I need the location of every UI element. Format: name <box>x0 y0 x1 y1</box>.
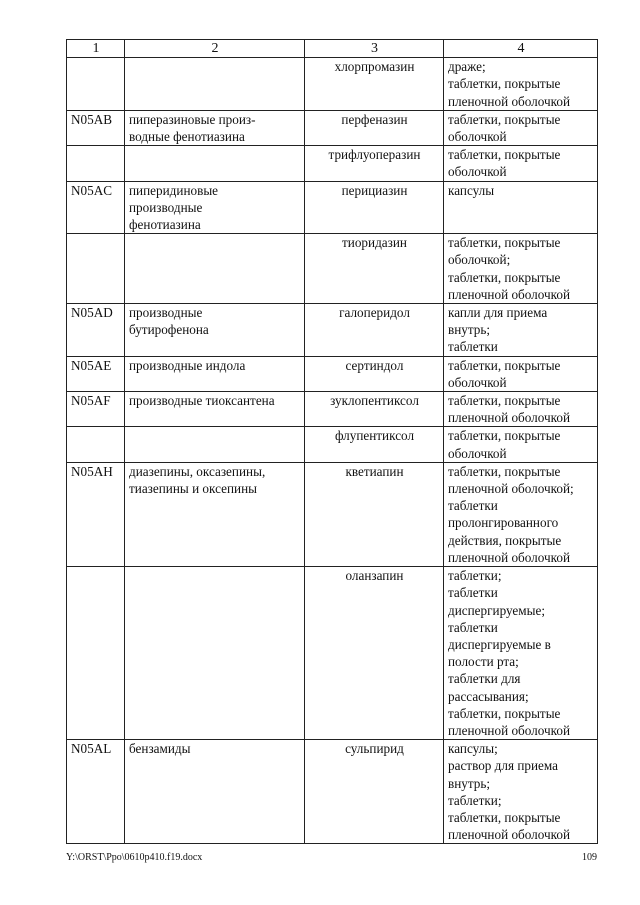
dosage-form-cell <box>444 304 598 357</box>
atc-code-cell: N05AF <box>67 392 125 427</box>
dosage-form-cell <box>444 356 598 391</box>
page-number: 109 <box>582 852 597 863</box>
atc-code-cell: N05AC <box>67 181 125 234</box>
table-row <box>67 58 598 111</box>
dosage-form-line: таблетки, покрытые <box>448 147 561 163</box>
dosage-form-line: таблетки, покрытые <box>448 809 561 825</box>
dosage-form-line: внутрь; <box>448 322 491 338</box>
dosage-form-line: таблетки, покрытые <box>448 76 561 92</box>
atc-code-cell: N05AL <box>67 740 125 844</box>
dosage-form-line: пленочной оболочкой <box>448 827 571 843</box>
dosage-form-line: таблетки <box>448 498 498 514</box>
group-cell <box>125 181 305 234</box>
dosage-form-line: пленочной оболочкой <box>448 410 571 426</box>
column-header-4: 4 <box>444 40 598 58</box>
dosage-form-line: действия, покрытые <box>448 532 562 548</box>
dosage-form-line: драже; <box>448 59 486 75</box>
dosage-form-cell <box>444 567 598 740</box>
group-cell <box>125 58 305 111</box>
group-line: производные <box>129 305 203 321</box>
atc-code-cell: N05AH <box>67 462 125 566</box>
group-cell <box>125 392 305 427</box>
group-cell <box>125 234 305 304</box>
dosage-form-line: капли для приема <box>448 305 548 321</box>
substance-cell: зуклопентиксол <box>305 392 444 427</box>
group-cell <box>125 110 305 145</box>
column-header-1: 1 <box>67 40 125 58</box>
group-line: производные индола <box>129 357 246 373</box>
dosage-form-line: таблетки <box>448 585 498 601</box>
dosage-form-cell <box>444 392 598 427</box>
dosage-form-line: пленочной оболочкой; <box>448 481 574 497</box>
column-header-2: 2 <box>125 40 305 58</box>
dosage-form-line: таблетки <box>448 339 498 355</box>
dosage-form-cell <box>444 740 598 844</box>
dosage-form-cell <box>444 58 598 111</box>
group-cell <box>125 427 305 462</box>
substance-cell: оланзапин <box>305 567 444 740</box>
dosage-form-line: таблетки, покрытые <box>448 393 561 409</box>
group-line: диазепины, оксазепины, <box>129 463 266 479</box>
dosage-form-line: оболочкой; <box>448 252 511 268</box>
dosage-form-line: рассасывания; <box>448 688 529 704</box>
atc-code-cell <box>67 234 125 304</box>
dosage-form-line: таблетки, покрытые <box>448 705 561 721</box>
dosage-form-line: полости рта; <box>448 654 519 670</box>
drug-table <box>66 39 598 844</box>
dosage-form-line: внутрь; <box>448 775 491 791</box>
dosage-form-line: оболочкой <box>448 164 507 180</box>
dosage-form-cell <box>444 146 598 181</box>
group-cell <box>125 146 305 181</box>
table-row <box>67 110 598 145</box>
group-line: пиперазиновые произ- <box>129 111 256 127</box>
dosage-form-cell <box>444 181 598 234</box>
group-line: фенотиазина <box>129 217 201 233</box>
dosage-form-cell <box>444 427 598 462</box>
atc-code-cell: N05AD <box>67 304 125 357</box>
group-cell <box>125 304 305 357</box>
group-cell <box>125 567 305 740</box>
group-line: тиазепины и оксепины <box>129 481 257 497</box>
atc-code-cell <box>67 146 125 181</box>
group-cell <box>125 740 305 844</box>
column-header-3: 3 <box>305 40 444 58</box>
atc-code-cell: N05AE <box>67 356 125 391</box>
table-header-row <box>67 40 598 58</box>
dosage-form-line: капсулы; <box>448 741 498 757</box>
atc-code-cell: N05AB <box>67 110 125 145</box>
dosage-form-cell <box>444 462 598 566</box>
substance-cell: кветиапин <box>305 462 444 566</box>
file-path: Y:\ORST\Ppo\0610p410.f19.docx <box>66 852 203 863</box>
substance-cell: трифлуоперазин <box>305 146 444 181</box>
group-line: бутирофенона <box>129 322 209 338</box>
substance-cell: перициазин <box>305 181 444 234</box>
dosage-form-line: оболочкой <box>448 445 507 461</box>
dosage-form-line: пленочной оболочкой <box>448 549 571 565</box>
dosage-form-line: таблетки <box>448 619 498 635</box>
dosage-form-line: оболочкой <box>448 374 507 390</box>
atc-code-cell <box>67 567 125 740</box>
table-row <box>67 181 598 234</box>
table-row <box>67 234 598 304</box>
dosage-form-line: таблетки для <box>448 671 521 687</box>
table-row <box>67 462 598 566</box>
substance-cell: хлорпромазин <box>305 58 444 111</box>
dosage-form-cell <box>444 110 598 145</box>
substance-cell: сульпирид <box>305 740 444 844</box>
dosage-form-line: пленочной оболочкой <box>448 93 571 109</box>
group-line: производные <box>129 199 203 215</box>
dosage-form-line: диспергируемые; <box>448 602 546 618</box>
dosage-form-line: таблетки, покрытые <box>448 111 561 127</box>
substance-cell: перфеназин <box>305 110 444 145</box>
group-line: пиперидиновые <box>129 182 219 198</box>
dosage-form-line: оболочкой <box>448 129 507 145</box>
table-row <box>67 356 598 391</box>
dosage-form-line: капсулы <box>448 182 495 198</box>
atc-code-cell <box>67 427 125 462</box>
dosage-form-line: таблетки, покрытые <box>448 428 561 444</box>
table-body <box>67 58 598 844</box>
dosage-form-line: пролонгированного <box>448 515 559 531</box>
table-row <box>67 567 598 740</box>
substance-cell: тиоридазин <box>305 234 444 304</box>
group-cell <box>125 462 305 566</box>
substance-cell: сертиндол <box>305 356 444 391</box>
table-row <box>67 304 598 357</box>
group-line: бензамиды <box>129 741 191 757</box>
group-line: водные фенотиазина <box>129 129 245 145</box>
dosage-form-line: пленочной оболочкой <box>448 722 571 738</box>
atc-code-cell <box>67 58 125 111</box>
group-line: производные тиоксантена <box>129 393 275 409</box>
dosage-form-line: пленочной оболочкой <box>448 286 571 302</box>
table-row <box>67 392 598 427</box>
dosage-form-line: таблетки, покрытые <box>448 235 561 251</box>
table-row <box>67 146 598 181</box>
substance-cell: флупентиксол <box>305 427 444 462</box>
dosage-form-line: таблетки, покрытые <box>448 357 561 373</box>
dosage-form-line: таблетки; <box>448 568 502 584</box>
dosage-form-line: таблетки; <box>448 792 502 808</box>
dosage-form-line: таблетки, покрытые <box>448 269 561 285</box>
group-cell <box>125 356 305 391</box>
table-row <box>67 740 598 844</box>
table-row <box>67 427 598 462</box>
dosage-form-line: диспергируемые в <box>448 636 551 652</box>
dosage-form-line: раствор для приема <box>448 758 559 774</box>
substance-cell: галоперидол <box>305 304 444 357</box>
dosage-form-line: таблетки, покрытые <box>448 463 561 479</box>
dosage-form-cell <box>444 234 598 304</box>
